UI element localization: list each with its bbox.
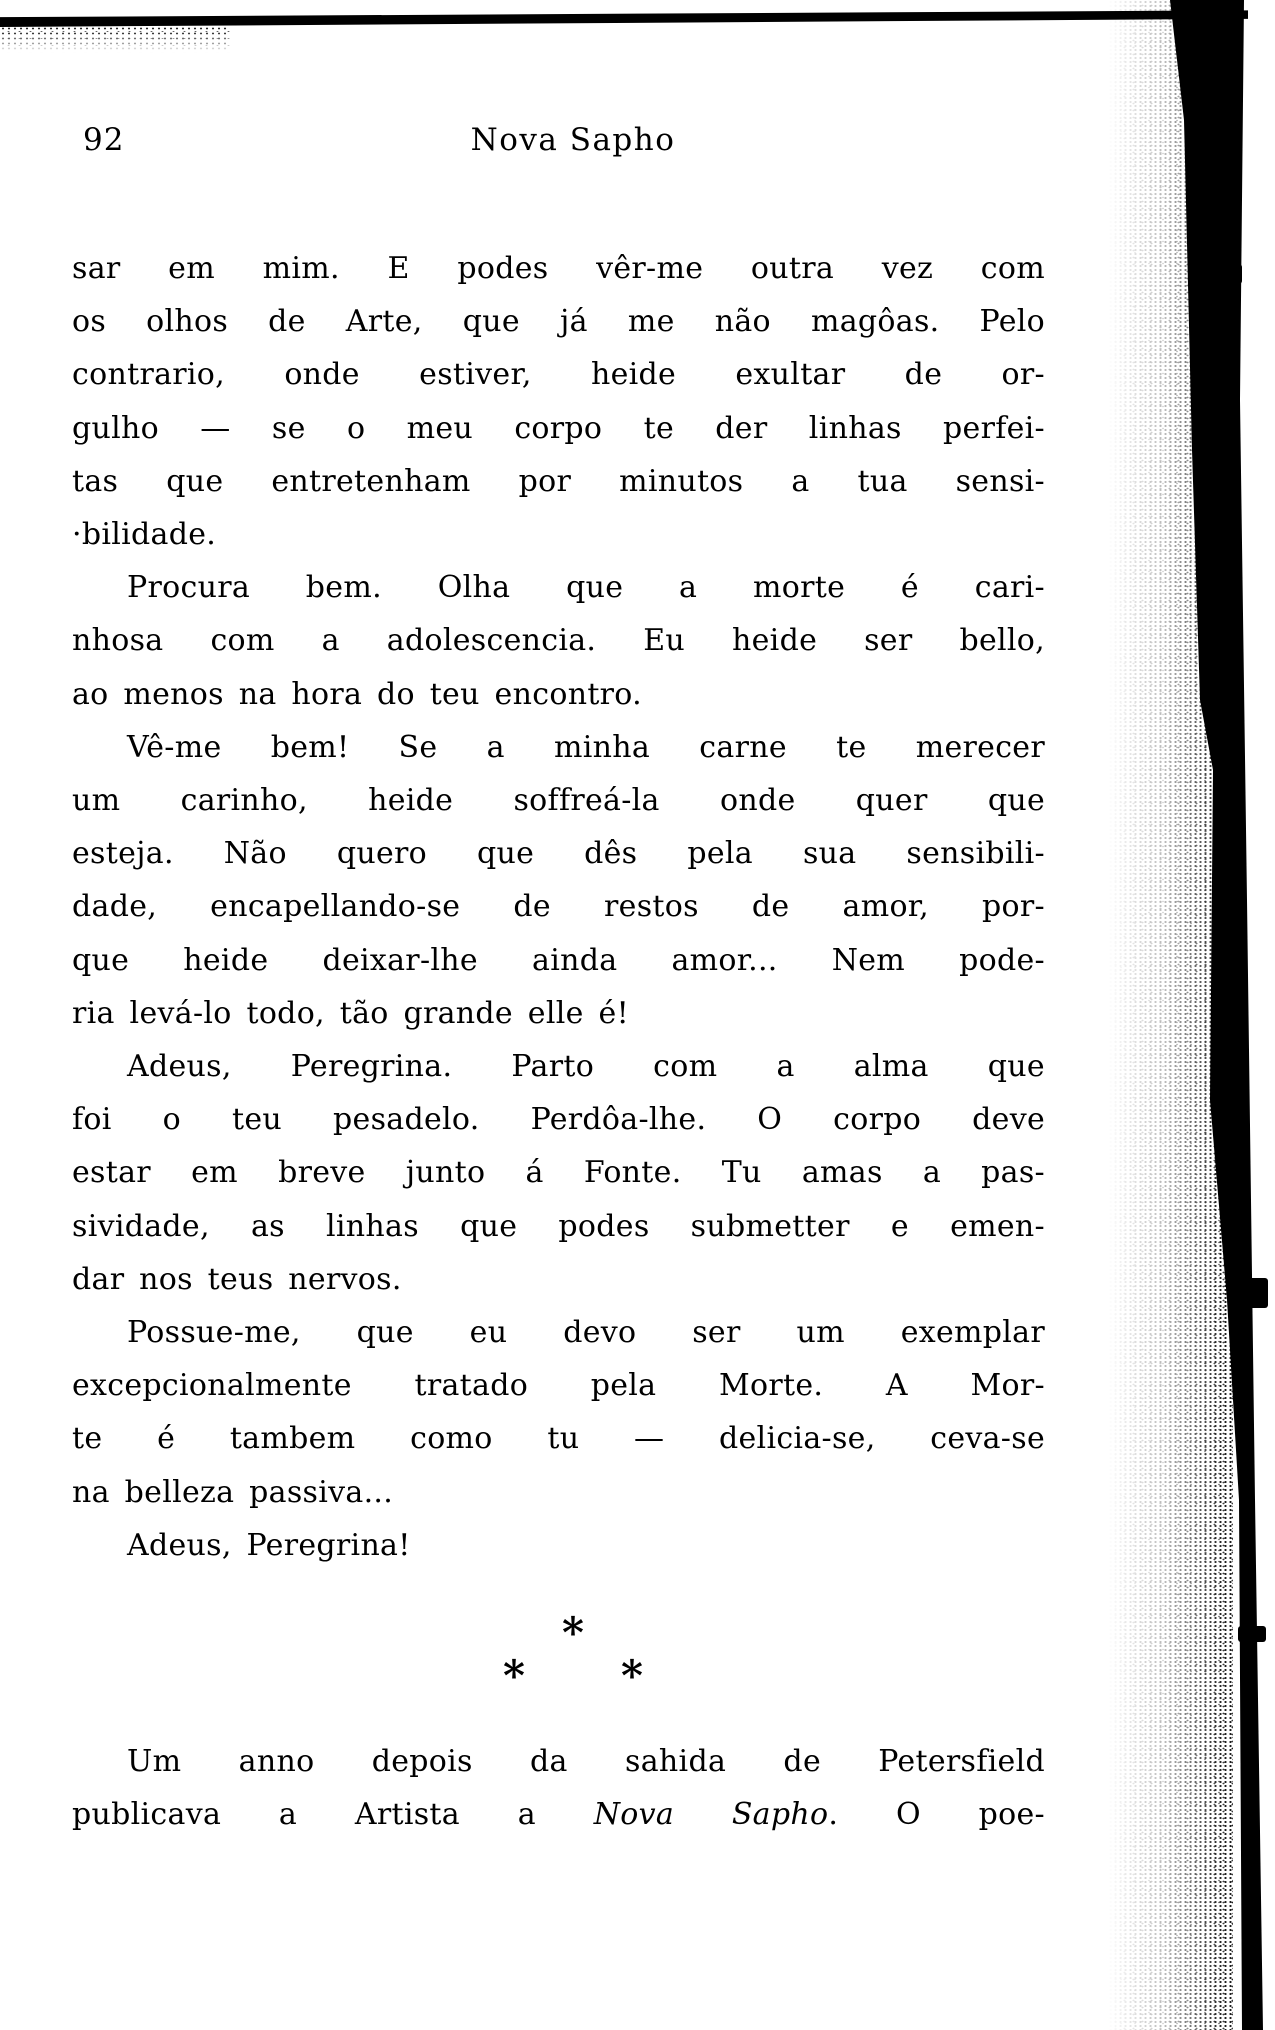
text-line <box>72 774 1045 827</box>
text-line <box>72 561 1045 614</box>
asterisk-ornament: * <box>621 1651 643 1700</box>
text-segment: te é tambem como tu — delicia-se, ceva-se <box>72 1421 1045 1457</box>
text-line <box>72 1359 1045 1412</box>
text-segment: Um anno depois da sahida de Petersfield <box>127 1744 1045 1779</box>
text-segment: na belleza passiva... <box>72 1474 394 1510</box>
text-segment: Procura bem. Olha que a morte é cari- <box>127 570 1045 606</box>
text-line <box>72 1253 1045 1306</box>
book-title-italic: Nova Sapho <box>593 1797 829 1833</box>
text-segment: dade, encapellando-se de restos de amor, por- <box>72 889 1045 925</box>
text-line <box>72 614 1045 667</box>
closing-text <box>72 1735 1045 1841</box>
text-line <box>72 348 1045 401</box>
text-segment: gulho — se o meu corpo te der linhas perfei- <box>72 410 1045 446</box>
text-line <box>72 1093 1045 1146</box>
text-segment: ao menos na hora do teu encontro. <box>72 676 642 712</box>
scan-blotch <box>1246 1278 1268 1308</box>
text-line <box>72 1519 1045 1572</box>
text-line <box>72 1735 1045 1788</box>
scan-speckle-topleft <box>0 26 230 54</box>
text-segment: excepcionalmente tratado pela Morte. A Mor- <box>72 1368 1045 1404</box>
text-segment: tas que entretenham por minutos a tua sensi- <box>72 463 1045 499</box>
text-segment: ·bilidade. <box>72 517 217 553</box>
text-segment: Vê-me bem! Se a minha carne te merecer <box>127 729 1045 765</box>
text-segment: nhosa com a adolescencia. Eu heide ser bello, <box>72 623 1045 659</box>
text-segment: Adeus, Peregrina. Parto com a alma que <box>127 1049 1045 1085</box>
page-number: 92 <box>83 122 125 158</box>
text-segment: esteja. Não quero que dês pela sua sensibili- <box>72 836 1045 872</box>
text-line <box>72 508 1045 561</box>
scan-top-edge-line <box>0 10 1248 27</box>
text-segment: dar nos teus nervos. <box>72 1261 402 1297</box>
asterisk-ornament: * <box>503 1651 525 1700</box>
text-segment: os olhos de Arte, que já me não magôas. Pelo <box>72 304 1045 340</box>
section-separator <box>503 1608 643 1657</box>
text-line <box>72 1146 1045 1199</box>
text-line <box>72 1412 1045 1465</box>
text-line <box>72 668 1045 721</box>
text-line <box>72 1466 1045 1519</box>
text-line <box>72 242 1045 295</box>
running-title: Nova Sapho <box>470 122 676 158</box>
text-line <box>72 402 1045 455</box>
section-separator <box>503 1651 643 1700</box>
text-line <box>72 934 1045 987</box>
text-segment: ria levá-lo todo, tão grande elle é! <box>72 995 629 1031</box>
text-segment: um carinho, heide soffreá-la onde quer que <box>72 783 1045 819</box>
text-segment: Adeus, Peregrina! <box>127 1527 411 1563</box>
text-segment: contrario, onde estiver, heide exultar de or- <box>72 357 1045 393</box>
text-segment: estar em breve junto á Fonte. Tu amas a pas- <box>72 1155 1045 1191</box>
scan-blotch <box>1238 1626 1266 1642</box>
text-line <box>72 827 1045 880</box>
text-line <box>72 880 1045 933</box>
text-segment: publicava a Artista a <box>72 1797 594 1833</box>
text-line <box>72 455 1045 508</box>
text-segment: . O poe- <box>828 1797 1045 1833</box>
text-line <box>72 1788 1045 1841</box>
text-segment: sar em mim. E podes vêr-me outra vez com <box>72 251 1045 286</box>
page-header <box>0 122 1275 162</box>
text-line <box>72 1040 1045 1093</box>
text-line <box>72 721 1045 774</box>
scan-blotch <box>1224 264 1242 284</box>
text-segment: que heide deixar-lhe ainda amor... Nem pode- <box>72 942 1045 978</box>
text-line <box>72 1306 1045 1359</box>
text-line <box>72 295 1045 348</box>
text-line <box>72 987 1045 1040</box>
text-line <box>72 1200 1045 1253</box>
text-segment: Possue-me, que eu devo ser um exemplar <box>127 1315 1045 1351</box>
text-segment: sividade, as linhas que podes submetter e emen- <box>72 1208 1045 1244</box>
asterisk-ornament: * <box>562 1608 584 1657</box>
text-segment: foi o teu pesadelo. Perdôa-lhe. O corpo deve <box>72 1102 1045 1138</box>
body-text <box>72 242 1045 1572</box>
